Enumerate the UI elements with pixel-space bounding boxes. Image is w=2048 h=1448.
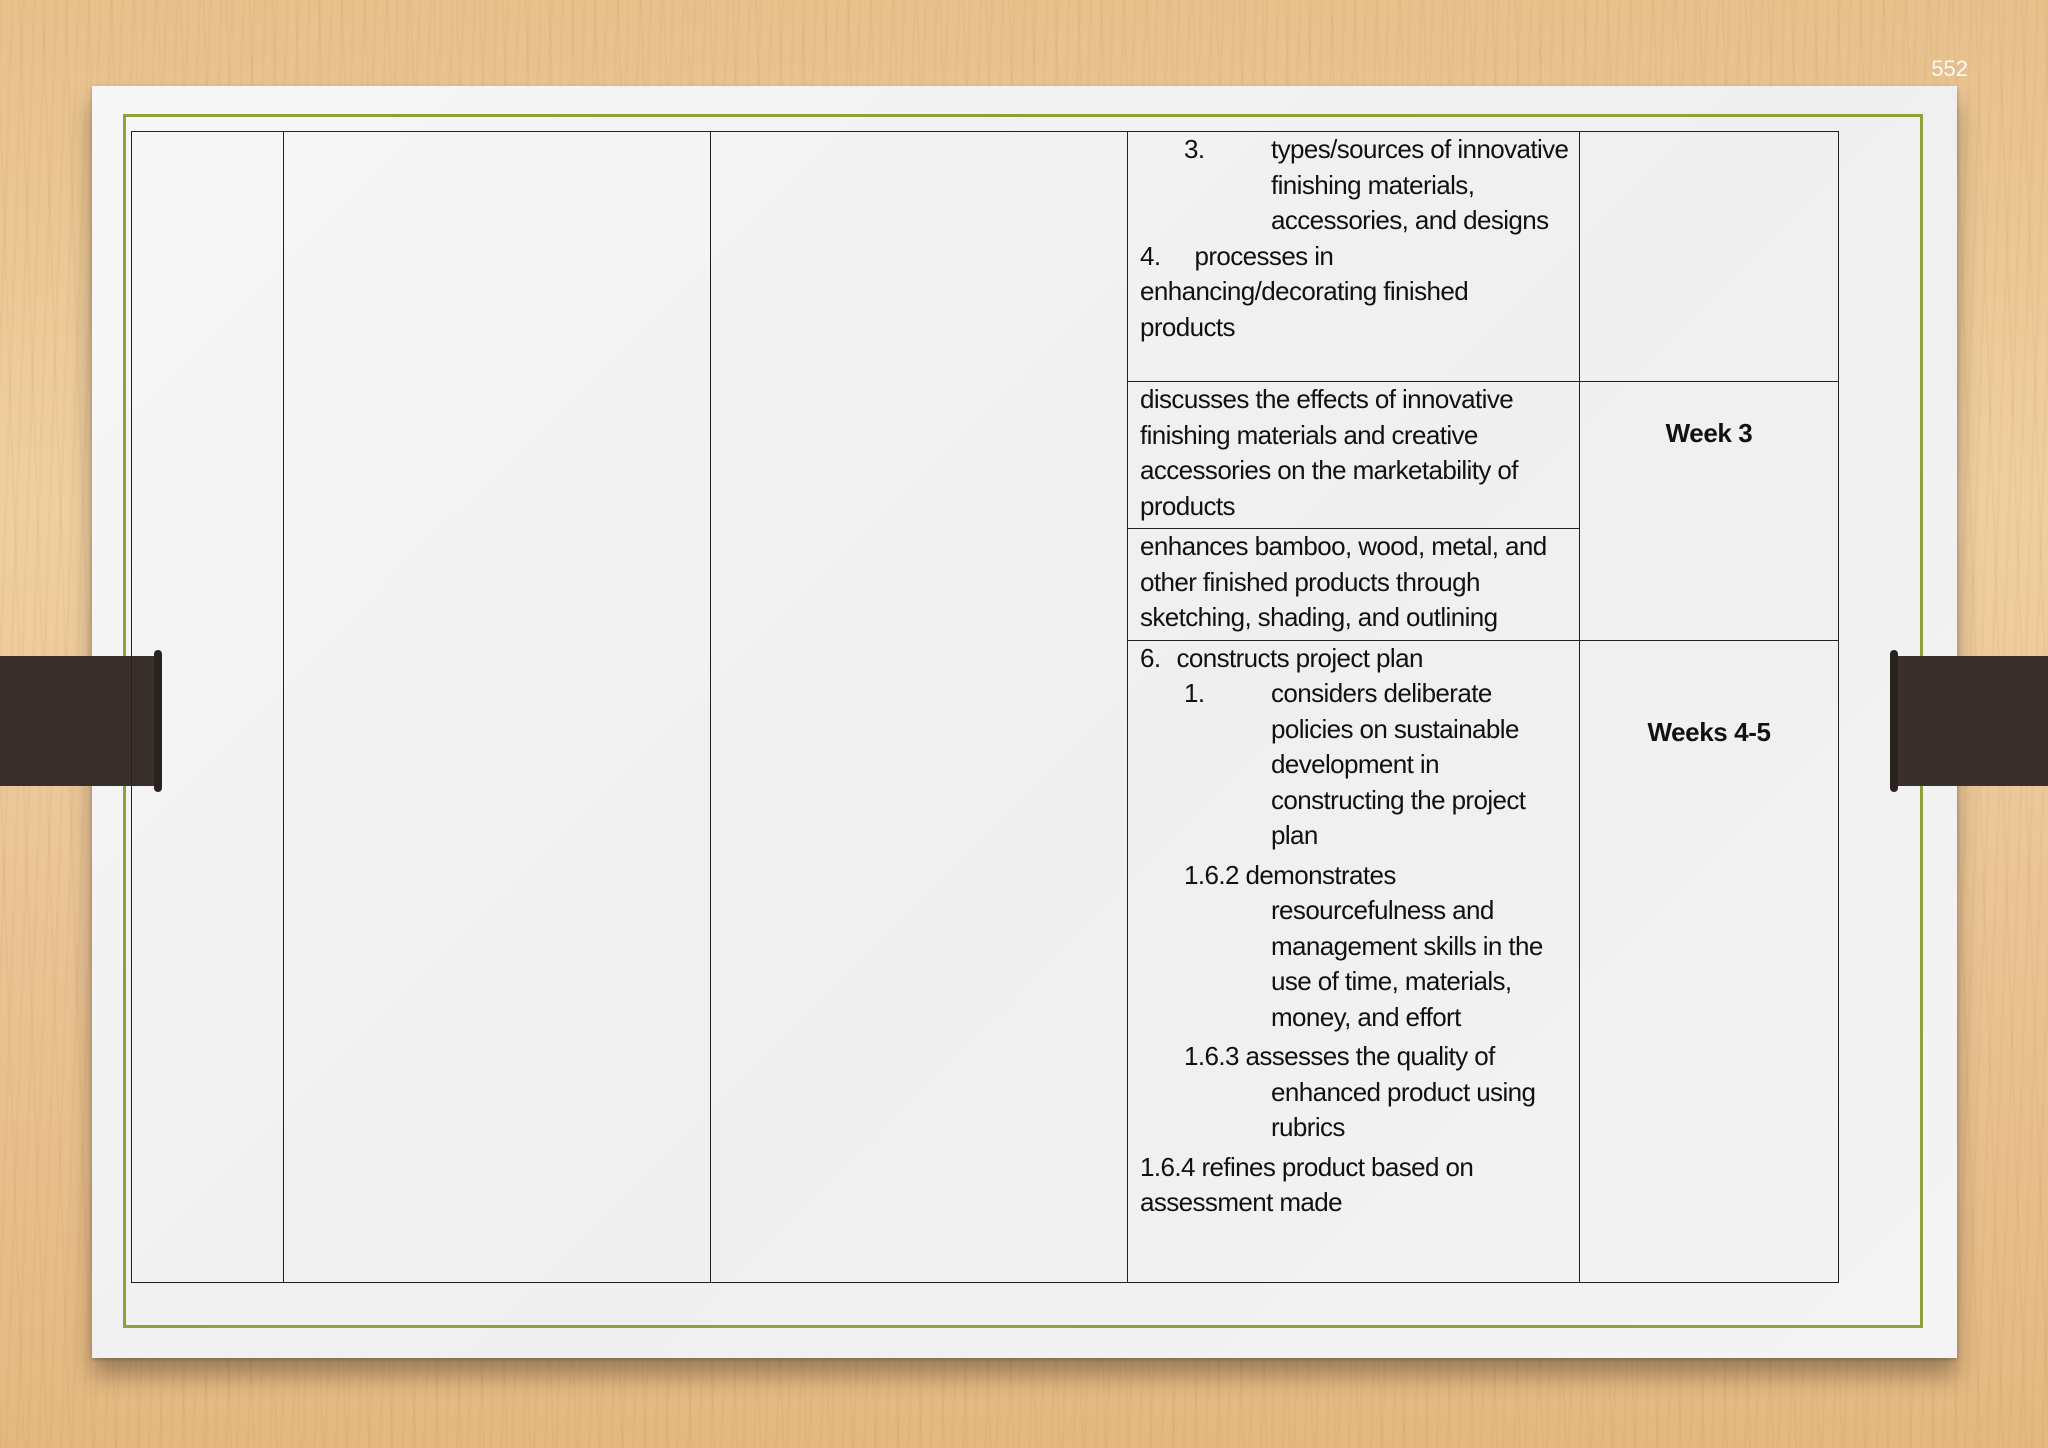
list-item [1140, 132, 1569, 239]
list-item [1140, 676, 1569, 854]
curriculum-table [131, 131, 1839, 1283]
list-item [1140, 239, 1569, 346]
list-item-text: demonstrates resourcefulness and management skills in the use of time, materials, money, and effort [1245, 859, 1543, 1032]
competency-text: enhances bamboo, wood, metal, and other finished products through sketching, shading, and outlining [1140, 531, 1547, 632]
list-item: 1.6.4 refines product based on assessment made [1140, 1151, 1474, 1217]
list-number: 1. [1184, 678, 1205, 708]
week-label: Weeks 4-5 [1647, 716, 1771, 747]
list-number: 1.6.2 [1184, 859, 1239, 890]
list-item-text: types/sources of innovative finishing materials, accessories, and designs [1271, 134, 1569, 235]
competency-text: discusses the effects of innovative finishing materials and creative accessories on the marketability of products [1140, 384, 1518, 521]
list-item [1140, 858, 1569, 1036]
list-number: 3. [1184, 134, 1205, 164]
competency-cell [1128, 529, 1580, 641]
curriculum-table-container [131, 131, 1838, 1283]
list-item [1140, 641, 1569, 677]
list-number: 6. [1140, 642, 1161, 673]
week-label: Week 3 [1665, 418, 1753, 448]
list-item-text: constructs project plan [1176, 642, 1423, 673]
list-number: 4. [1140, 240, 1161, 271]
list-item-text: assesses the quality of enhanced product using rubrics [1245, 1041, 1536, 1142]
list-number: 1.6.3 [1184, 1041, 1239, 1071]
competency-cell [1128, 382, 1580, 529]
table-cell-col1 [132, 132, 284, 1283]
list-item-text: processes in enhancing/decorating finished products [1140, 240, 1469, 342]
week-cell [1580, 132, 1839, 382]
list-item-text: considers deliberate policies on sustainable development in constructing the project plan [1271, 678, 1526, 850]
week-cell [1580, 640, 1839, 1283]
table-cell-col2 [284, 132, 711, 1283]
table-cell-col3 [711, 132, 1128, 1283]
week-cell [1580, 382, 1839, 641]
competency-cell [1128, 132, 1580, 382]
right-binder-clip [1892, 656, 2048, 786]
competency-cell [1128, 640, 1580, 1283]
page-number: 552 [1931, 56, 1968, 81]
table-row [132, 132, 1839, 382]
list-item [1140, 1039, 1569, 1146]
